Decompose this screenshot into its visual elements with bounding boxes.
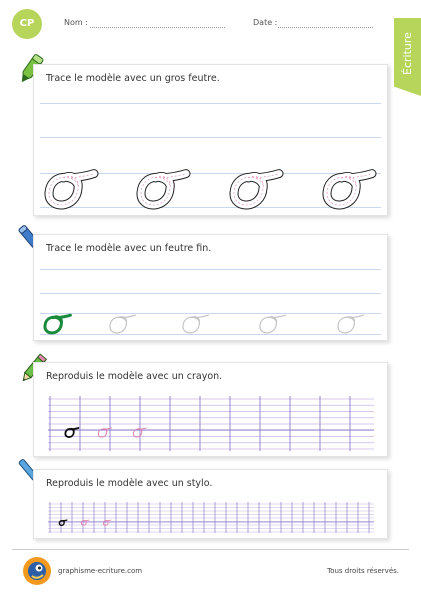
trace-letter — [98, 428, 111, 437]
trace-letter — [260, 315, 285, 333]
exercise-1-instruction: Trace le modèle avec un gros feutre. — [46, 73, 220, 84]
exercise-2-panel — [33, 234, 388, 341]
level-badge: CP — [12, 9, 42, 39]
trace-letter — [81, 520, 88, 525]
model-letter — [59, 520, 66, 525]
exercise-3-grid — [34, 363, 389, 458]
site-logo-icon — [22, 556, 52, 586]
exercise-3-instruction: Reproduis le modèle avec un crayon. — [46, 371, 223, 382]
trace-letter — [183, 315, 208, 333]
exercise-4-panel — [33, 469, 388, 539]
exercise-4-instruction: Reproduis le modèle avec un stylo. — [46, 478, 213, 489]
exercise-2-instruction: Trace le modèle avec un feutre fin. — [46, 243, 212, 254]
exercise-2-models — [34, 235, 389, 342]
subject-ribbon-label: Écriture — [401, 31, 415, 75]
outlined-model-letter — [141, 174, 186, 205]
trace-letter — [110, 315, 135, 333]
date-field[interactable] — [278, 27, 373, 28]
model-letter — [45, 315, 70, 333]
trace-letter — [103, 520, 110, 525]
footer-rights: Tous droits réservés. — [327, 567, 399, 575]
outlined-model-letter — [234, 174, 279, 205]
exercise-3-panel — [33, 362, 388, 457]
name-label: Nom : — [64, 18, 88, 27]
name-field[interactable] — [90, 27, 225, 28]
outlined-model-letter — [49, 174, 94, 205]
model-letter — [65, 428, 78, 437]
exercise-1-models — [34, 65, 389, 217]
exercise-1-panel — [33, 64, 388, 216]
date-label: Date : — [253, 18, 278, 27]
outlined-model-letter — [327, 174, 372, 205]
trace-letter — [338, 315, 363, 333]
footer-site: graphisme-ecriture.com — [58, 567, 143, 575]
exercise-4-grid — [34, 470, 389, 540]
